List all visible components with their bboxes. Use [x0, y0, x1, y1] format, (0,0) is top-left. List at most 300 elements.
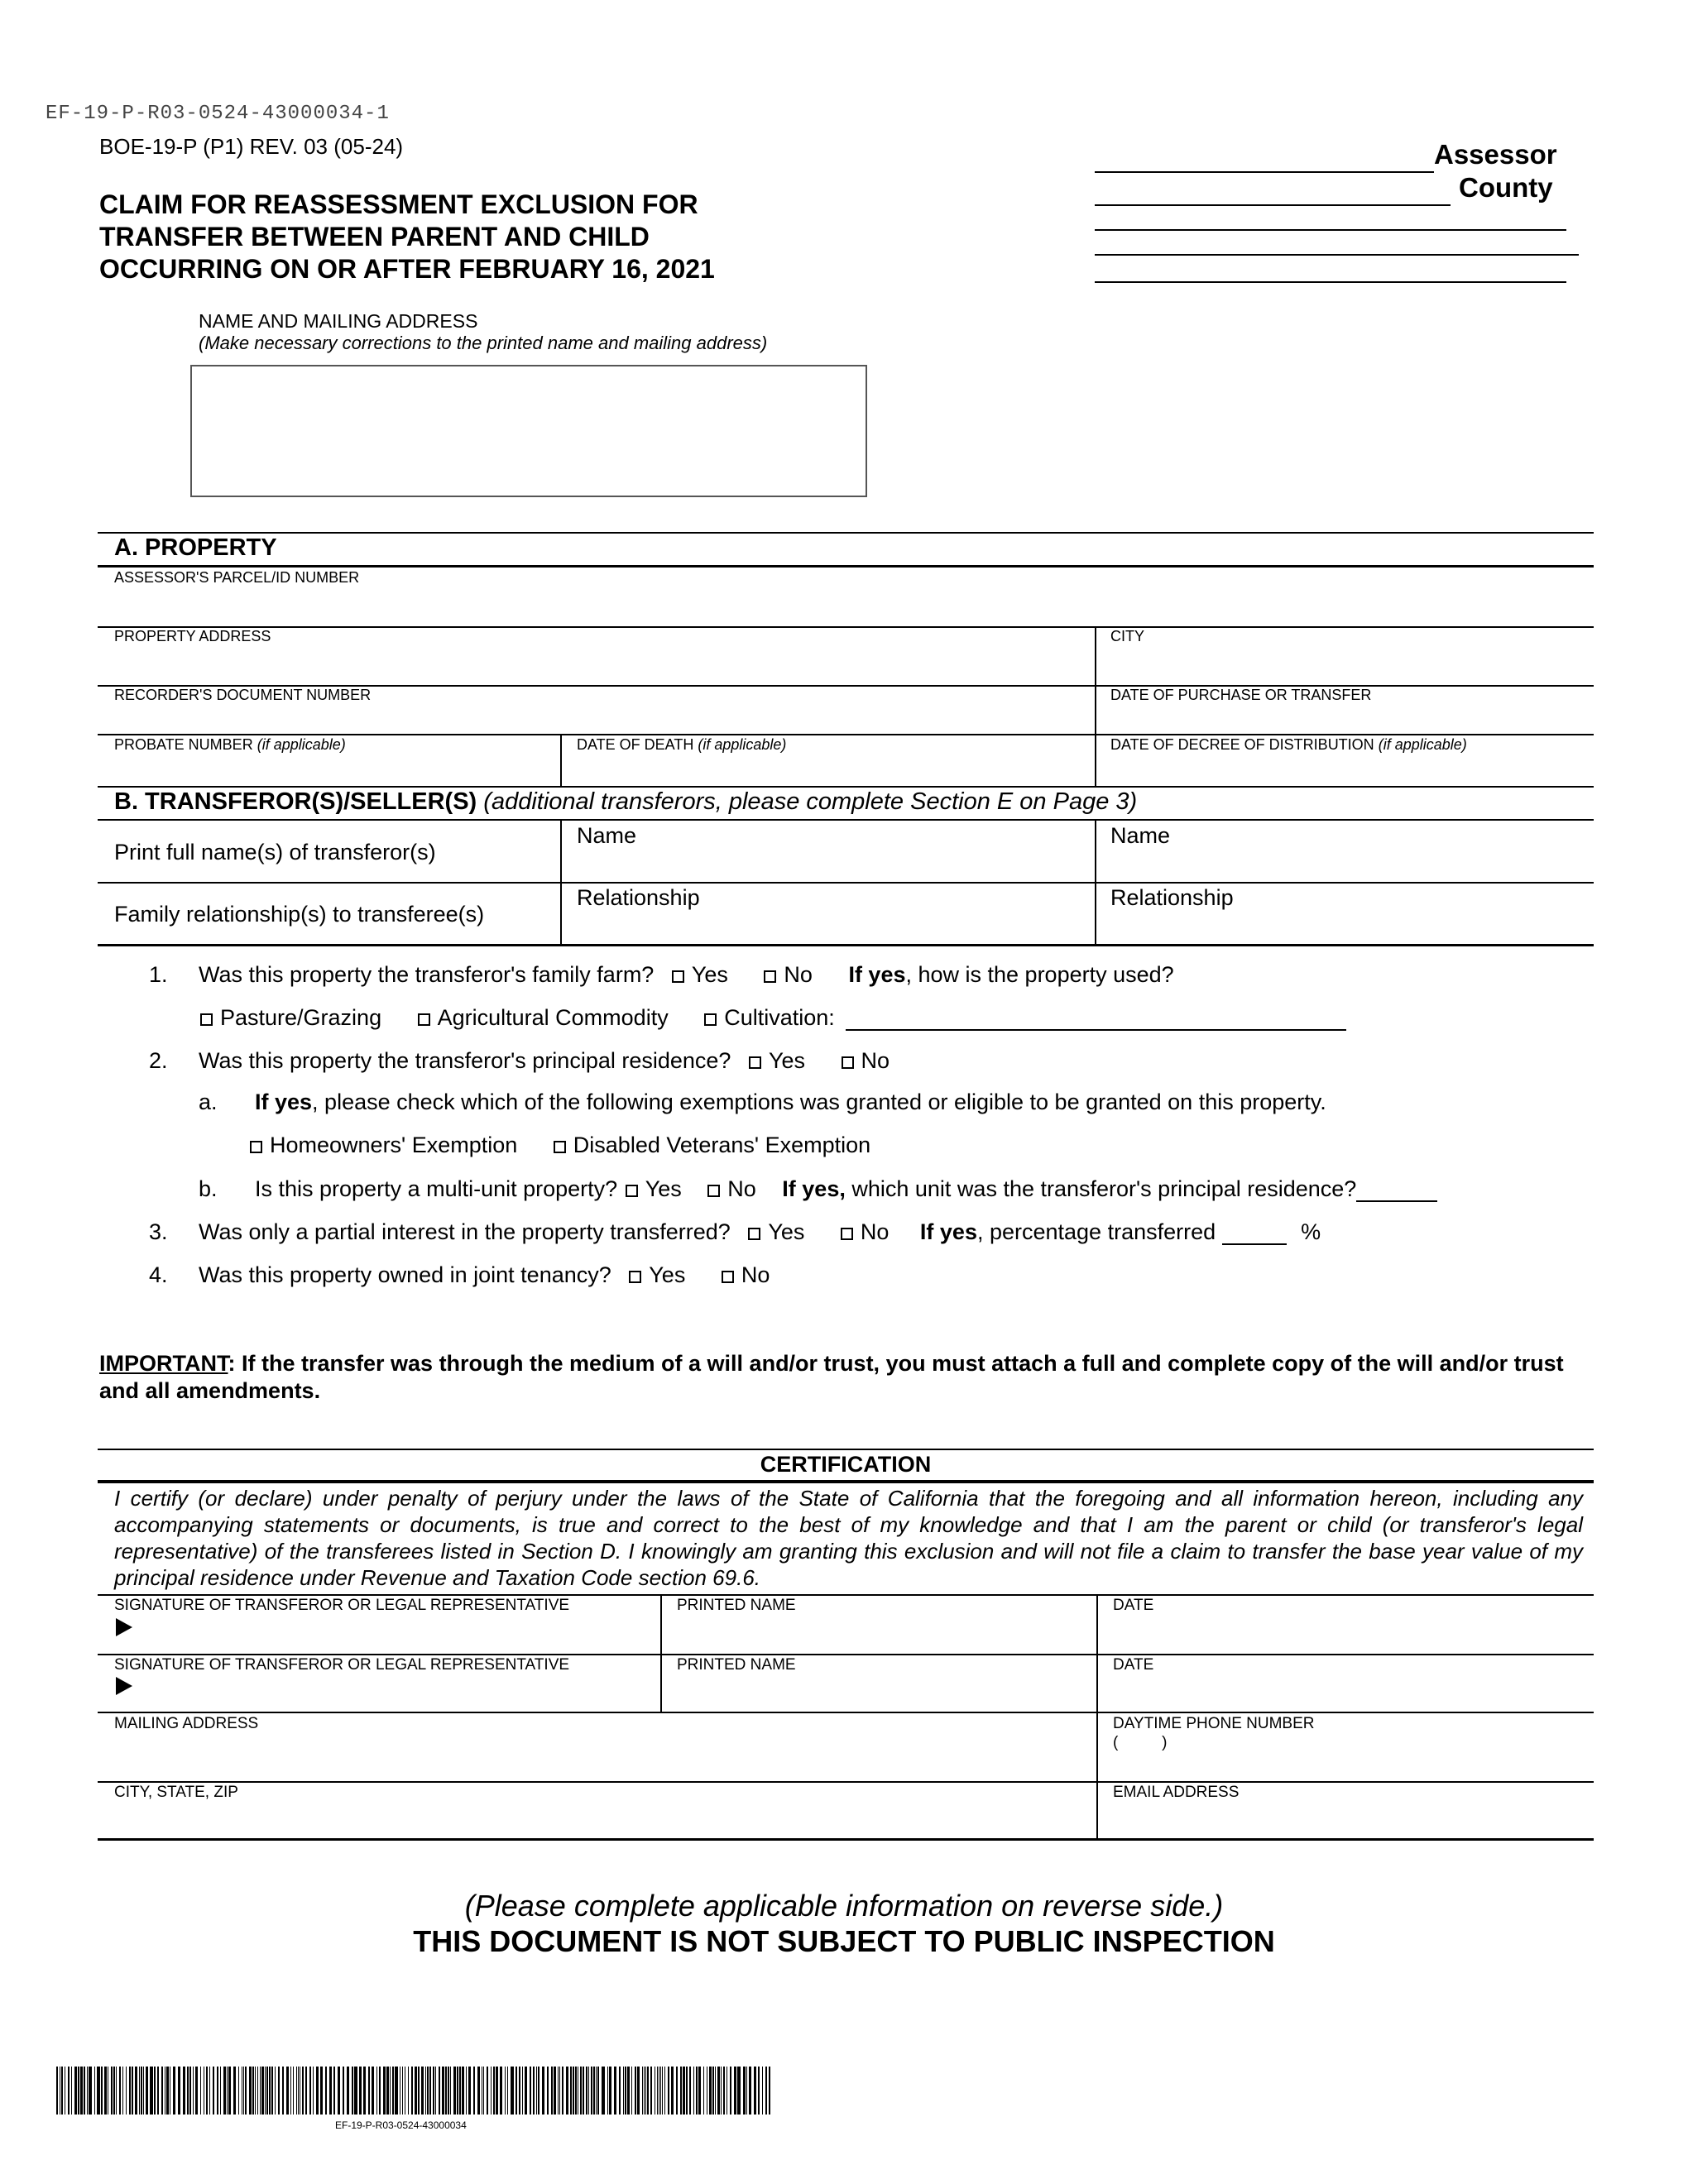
barcode-bar [309, 2067, 311, 2115]
printed-name-label-2: PRINTED NAME [677, 1656, 796, 1674]
col-divider-a2 [560, 734, 562, 786]
barcode-bar [723, 2067, 725, 2115]
q1-number: 1. [149, 962, 168, 987]
q1-pasture-checkbox[interactable] [200, 1013, 213, 1026]
barcode-bar [157, 2067, 159, 2115]
barcode-bar [583, 2067, 584, 2115]
barcode-bar [623, 2067, 624, 2115]
barcode-bar [141, 2067, 142, 2115]
barcode-bar [644, 2067, 645, 2115]
certification-text: I certify (or declare) under penalty of perjury under the laws of the State of California that the foregoing and all information hereon, including any accompanying statements or documents, is true and correct to the best of my knowledge and that I am the parent or child (or transferor's legal representative) of the transferees listed in Section D. I knowingly am granting this exclusion and will not file a claim to transfer the base year value of my principal residence under Revenue and Taxation Code section 69.6. [114, 1486, 1583, 1590]
rule-b3 [98, 944, 1594, 946]
barcode-bar [316, 2067, 319, 2115]
barcode-bar [696, 2067, 698, 2115]
q1-yes-label: Yes [691, 962, 728, 987]
barcode-bar [758, 2067, 760, 2115]
not-public-notice: THIS DOCUMENT IS NOT SUBJECT TO PUBLIC INSPECTION [413, 1924, 1275, 1958]
barcode-bar [233, 2067, 236, 2115]
assessor-field[interactable] [1095, 171, 1434, 173]
city-state-zip-field[interactable] [98, 1783, 1095, 1837]
q2a-veterans-checkbox[interactable] [554, 1141, 566, 1153]
barcode-bar [411, 2067, 413, 2115]
barcode-bar [104, 2067, 107, 2115]
section-b-note: (additional transferors, please complete Section E on Page 3) [483, 788, 1138, 815]
q2a-text: , please check which of the following exemptions was granted or eligible to be granted on this property. [312, 1090, 1326, 1114]
assessor-address-line-3[interactable] [1095, 281, 1566, 283]
barcode-bar [769, 2067, 770, 2115]
barcode-bar [680, 2067, 682, 2115]
barcode-bar [635, 2067, 636, 2115]
signature-label-2: SIGNATURE OF TRANSFEROR OR LEGAL REPRESENTATIVE [114, 1656, 570, 1674]
barcode-bar [462, 2067, 464, 2115]
barcode-bar [325, 2067, 327, 2115]
barcode-bar [439, 2067, 440, 2115]
death-date-field[interactable] [563, 754, 1092, 783]
q1-cultivation-checkbox[interactable] [704, 1013, 717, 1026]
barcode-bar [435, 2067, 436, 2115]
barcode-bar [249, 2067, 252, 2115]
recorder-doc-label: RECORDER'S DOCUMENT NUMBER [114, 687, 372, 703]
barcode-bar [591, 2067, 592, 2115]
barcode-bar [754, 2067, 756, 2115]
barcode-bar [686, 2067, 688, 2115]
barcode-bar [558, 2067, 559, 2115]
q2b-unit-field[interactable] [1356, 1177, 1437, 1202]
barcode-bar [178, 2067, 180, 2115]
q4-no-label: No [741, 1262, 770, 1287]
barcode-bar [645, 2067, 646, 2115]
barcode-bar [573, 2067, 574, 2115]
barcode-bar [293, 2067, 294, 2115]
printed-name-field-2[interactable] [662, 1655, 1094, 1712]
barcode-bar [593, 2067, 595, 2115]
purchase-date-field[interactable] [1096, 705, 1593, 731]
barcode-bar [278, 2067, 280, 2115]
question-1 [149, 962, 1174, 988]
barcode-bar [433, 2067, 434, 2115]
barcode-bar [392, 2067, 394, 2115]
printed-name-label-1: PRINTED NAME [677, 1597, 796, 1614]
barcode-bar [468, 2067, 471, 2115]
barcode-bar [408, 2067, 409, 2115]
barcode-bar [129, 2067, 131, 2115]
q2-no-label: No [861, 1048, 890, 1073]
barcode-bar [266, 2067, 268, 2115]
barcode-bar [61, 2067, 63, 2115]
q2b-text: Is this property a multi-unit property? [255, 1176, 618, 1201]
rule-a3 [98, 734, 1594, 735]
signature-label-1: SIGNATURE OF TRANSFEROR OR LEGAL REPRESENTATIVE [114, 1597, 570, 1614]
barcode-bar [200, 2067, 201, 2115]
barcode-bar [562, 2067, 563, 2115]
barcode-bar [290, 2067, 291, 2115]
city-label: CITY [1110, 628, 1145, 644]
relationship-label-1: Relationship [577, 885, 700, 910]
barcode-bar [363, 2067, 366, 2115]
q3-number: 3. [149, 1219, 168, 1244]
signature-field-1[interactable] [98, 1596, 659, 1652]
barcode-bar [496, 2067, 498, 2115]
barcode [56, 2067, 772, 2115]
mailing-address-field[interactable] [98, 1713, 1095, 1779]
barcode-bar [71, 2067, 72, 2115]
barcode-bar [195, 2067, 198, 2115]
question-2a-options [250, 1133, 870, 1158]
rule-a4 [98, 786, 1594, 788]
phone-paren: ( ) [1113, 1734, 1168, 1751]
cert-col-divider-2 [1096, 1594, 1098, 1838]
section-a-top-rule [98, 532, 1594, 534]
relationship-label-2: Relationship [1110, 885, 1234, 910]
transferor-name-field-2[interactable] [1096, 821, 1593, 880]
q3-no-label: No [860, 1219, 890, 1244]
barcode-bar [730, 2067, 731, 2115]
signature-field-2[interactable] [98, 1655, 659, 1712]
barcode-bar [338, 2067, 340, 2115]
barcode-bar [302, 2067, 304, 2115]
barcode-bar [286, 2067, 289, 2115]
date-field-1[interactable] [1098, 1596, 1593, 1652]
q1-pasture-label: Pasture/Grazing [220, 1005, 382, 1030]
q4-no-checkbox[interactable] [722, 1271, 734, 1283]
reverse-side-note: (Please complete applicable information on reverse side.) [464, 1889, 1224, 1923]
barcode-bar [588, 2067, 589, 2115]
barcode-bar [354, 2067, 357, 2115]
barcode-bar [533, 2067, 535, 2115]
q1-no-label: No [784, 962, 813, 987]
barcode-bar [220, 2067, 221, 2115]
assessor-address-line-1[interactable] [1095, 229, 1566, 231]
barcode-bar [642, 2067, 643, 2115]
q2a-number: a. [199, 1090, 218, 1114]
barcode-bar [664, 2067, 665, 2115]
q1-agricultural-checkbox[interactable] [418, 1013, 430, 1026]
barcode-bar [260, 2067, 261, 2115]
barcode-bar [275, 2067, 276, 2115]
barcode-bar [717, 2067, 720, 2115]
barcode-bar [333, 2067, 335, 2115]
barcode-bar [466, 2067, 467, 2115]
barcode-bar [597, 2067, 599, 2115]
purchase-date-label: DATE OF PURCHASE OR TRANSFER [1110, 687, 1372, 703]
barcode-bar [459, 2067, 461, 2115]
barcode-bar [507, 2067, 508, 2115]
q1-yes-checkbox[interactable] [672, 970, 684, 983]
barcode-bar [193, 2067, 194, 2115]
barcode-bar [448, 2067, 449, 2115]
barcode-bar [372, 2067, 374, 2115]
q3-yes-checkbox[interactable] [748, 1228, 760, 1240]
barcode-bar [161, 2067, 163, 2115]
barcode-bar [329, 2067, 332, 2115]
relationship-field-1[interactable] [563, 884, 1092, 943]
barcode-bar [637, 2067, 640, 2115]
date-label-2: DATE [1113, 1656, 1154, 1674]
certification-title: CERTIFICATION [760, 1452, 932, 1477]
q3-if-yes: If yes [919, 1219, 977, 1244]
barcode-bar [425, 2067, 426, 2115]
section-a-header-rule [98, 565, 1594, 568]
q2-yes-checkbox[interactable] [749, 1056, 761, 1069]
barcode-caption: EF-19-P-R03-0524-43000034 [335, 2119, 467, 2131]
mailing-address-label: MAILING ADDRESS [114, 1715, 259, 1732]
barcode-bar [554, 2067, 556, 2115]
barcode-bar [609, 2067, 611, 2115]
barcode-bar [68, 2067, 70, 2115]
mailing-label: NAME AND MAILING ADDRESS [199, 310, 478, 332]
mailing-address-box[interactable] [190, 365, 867, 497]
barcode-bar [122, 2067, 123, 2115]
assessor-address-line-2[interactable] [1095, 254, 1579, 256]
probate-note: (if applicable) [257, 736, 346, 753]
relationship-field-2[interactable] [1096, 884, 1593, 943]
barcode-bar [223, 2067, 226, 2115]
barcode-bar [189, 2067, 191, 2115]
barcode-bar [402, 2067, 403, 2115]
printed-name-field-1[interactable] [662, 1596, 1094, 1652]
barcode-bar [238, 2067, 239, 2115]
assessor-label: Assessor [1434, 139, 1557, 170]
barcode-bar [715, 2067, 716, 2115]
decree-date-note: (if applicable) [1378, 736, 1467, 753]
barcode-bar [530, 2067, 531, 2115]
barcode-bar [56, 2067, 58, 2115]
county-field[interactable] [1095, 204, 1451, 206]
barcode-bar [743, 2067, 746, 2115]
recorder-doc-field[interactable] [98, 705, 1091, 731]
q2a-veterans-label: Disabled Veterans' Exemption [573, 1133, 871, 1157]
date-field-2[interactable] [1098, 1655, 1593, 1712]
q2b-followup: which unit was the transferor's principal residence? [851, 1176, 1357, 1201]
barcode-bar [296, 2067, 297, 2115]
barcode-bar [94, 2067, 95, 2115]
barcode-bar [457, 2067, 458, 2115]
barcode-bar [146, 2067, 148, 2115]
barcode-bar [516, 2067, 517, 2115]
barcode-bar [662, 2067, 663, 2115]
q3-yes-label: Yes [768, 1219, 805, 1244]
title-line-3: OCCURRING ON OR AFTER FEBRUARY 16, 2021 [99, 254, 715, 284]
barcode-bar [217, 2067, 218, 2115]
barcode-bar [762, 2067, 763, 2115]
barcode-bar [126, 2067, 127, 2115]
probate-label-text: PROBATE NUMBER [114, 736, 253, 753]
parcel-field[interactable] [98, 587, 1594, 625]
barcode-bar [559, 2067, 560, 2115]
barcode-bar [383, 2067, 386, 2115]
rule-a1 [98, 626, 1594, 628]
barcode-bar [209, 2067, 210, 2115]
q2b-yes-label: Yes [645, 1176, 682, 1201]
barcode-bar [187, 2067, 189, 2115]
barcode-bar [712, 2067, 714, 2115]
barcode-bar [376, 2067, 377, 2115]
barcode-bar [119, 2067, 121, 2115]
form-code: EF-19-P-R03-0524-43000034-1 [46, 103, 390, 125]
q3-no-checkbox[interactable] [841, 1228, 853, 1240]
q2a-homeowners-checkbox[interactable] [250, 1141, 262, 1153]
barcode-bar [87, 2067, 88, 2115]
col-divider-b1 [560, 819, 562, 944]
q3-percent-sign: % [1301, 1219, 1321, 1244]
barcode-bar [243, 2067, 244, 2115]
barcode-bar [135, 2067, 137, 2115]
q1-followup: , how is the property used? [905, 962, 1174, 987]
property-address-label: PROPERTY ADDRESS [114, 628, 271, 644]
question-2b [199, 1176, 1437, 1202]
q1-cultivation-field[interactable] [846, 1006, 1346, 1031]
question-4 [149, 1262, 770, 1288]
barcode-bar [245, 2067, 247, 2115]
barcode-bar [113, 2067, 115, 2115]
barcode-bar [668, 2067, 669, 2115]
barcode-bar [536, 2067, 537, 2115]
barcode-bar [650, 2067, 652, 2115]
barcode-bar [542, 2067, 544, 2115]
barcode-bar [227, 2067, 228, 2115]
barcode-bar [111, 2067, 113, 2115]
barcode-bar [261, 2067, 264, 2115]
barcode-bar [132, 2067, 133, 2115]
barcode-bar [619, 2067, 621, 2115]
barcode-bar [84, 2067, 85, 2115]
date-label-1: DATE [1113, 1597, 1154, 1614]
barcode-bar [183, 2067, 185, 2115]
barcode-bar [445, 2067, 447, 2115]
q3-percentage-field[interactable] [1222, 1220, 1287, 1245]
barcode-bar [749, 2067, 751, 2115]
section-b-title [114, 788, 1137, 816]
barcode-bar [671, 2067, 674, 2115]
barcode-bar [352, 2067, 353, 2115]
question-2a [199, 1090, 1326, 1115]
transferor-name-field-1[interactable] [563, 821, 1092, 880]
q4-text: Was this property owned in joint tenancy? [199, 1262, 611, 1287]
cert-top-rule [98, 1449, 1594, 1450]
county-label: County [1459, 172, 1553, 203]
barcode-bar [450, 2067, 451, 2115]
decree-date-label [1110, 736, 1467, 754]
q2-no-checkbox[interactable] [842, 1056, 854, 1069]
transferor-name-label-1: Name [577, 823, 637, 848]
barcode-bar [415, 2067, 417, 2115]
decree-date-field[interactable] [1096, 754, 1593, 783]
barcode-bar [491, 2067, 492, 2115]
q2b-number: b. [199, 1176, 218, 1201]
barcode-bar [282, 2067, 284, 2115]
family-rel-label: Family relationship(s) to transferee(s) [114, 902, 485, 927]
q2b-no-checkbox[interactable] [707, 1185, 720, 1197]
barcode-bar [575, 2067, 577, 2115]
phone-field[interactable] [1098, 1713, 1593, 1779]
col-divider-a1 [1095, 626, 1096, 786]
barcode-bar [320, 2067, 323, 2115]
city-field[interactable] [1096, 645, 1593, 682]
barcode-bar [173, 2067, 175, 2115]
probate-field[interactable] [98, 754, 557, 783]
barcode-bar [765, 2067, 767, 2115]
q3-text: Was only a partial interest in the property transferred? [199, 1219, 731, 1244]
barcode-bar [631, 2067, 632, 2115]
barcode-bar [473, 2067, 475, 2115]
barcode-bar [493, 2067, 495, 2115]
barcode-graphic [56, 2067, 772, 2115]
barcode-bar [709, 2067, 712, 2115]
barcode-bar [660, 2067, 661, 2115]
barcode-bar [596, 2067, 597, 2115]
email-label: EMAIL ADDRESS [1113, 1784, 1240, 1801]
q2-yes-label: Yes [768, 1048, 806, 1073]
q1-text: Was this property the transferor's family farm? [199, 962, 655, 987]
q2b-no-label: No [727, 1176, 756, 1201]
death-date-note: (if applicable) [698, 736, 787, 753]
q3-followup: , percentage transferred [976, 1219, 1216, 1244]
q2a-if-yes: If yes [255, 1090, 313, 1114]
barcode-bar [737, 2067, 741, 2115]
barcode-bar [453, 2067, 456, 2115]
q1-no-checkbox[interactable] [764, 970, 776, 983]
form-title [99, 189, 715, 285]
barcode-bar [143, 2067, 144, 2115]
barcode-bar [116, 2067, 117, 2115]
parcel-label: ASSESSOR'S PARCEL/ID NUMBER [114, 569, 360, 586]
print-names-label: Print full name(s) of transferor(s) [114, 840, 436, 864]
barcode-bar [500, 2067, 502, 2115]
q1-if-yes: If yes [848, 962, 906, 987]
barcode-bar [693, 2067, 694, 2115]
barcode-bar [580, 2067, 582, 2115]
section-b-title-text: B. TRANSFEROR(S)/SELLER(S) [114, 788, 477, 815]
q2-text: Was this property the transferor's principal residence? [199, 1048, 731, 1073]
q2b-yes-checkbox[interactable] [626, 1185, 638, 1197]
barcode-bar [519, 2067, 520, 2115]
q2a-homeowners-label: Homeowners' Exemption [270, 1133, 518, 1157]
q4-yes-label: Yes [649, 1262, 686, 1287]
barcode-bar [442, 2067, 444, 2115]
important-text: : If the transfer was through the medium of a will and/or trust, you must attach a full and complete copy of the will and/or trust and all amendments. [99, 1351, 1564, 1403]
barcode-bar [427, 2067, 429, 2115]
barcode-bar [252, 2067, 254, 2115]
q4-yes-checkbox[interactable] [629, 1271, 641, 1283]
barcode-bar [386, 2067, 389, 2115]
form-revision: BOE-19-P (P1) REV. 03 (05-24) [99, 134, 404, 159]
question-1-options [200, 1005, 1346, 1031]
barcode-bar [255, 2067, 256, 2115]
barcode-bar [213, 2067, 214, 2115]
barcode-bar [625, 2067, 626, 2115]
barcode-bar [343, 2067, 344, 2115]
barcode-bar [78, 2067, 79, 2115]
barcode-bar [505, 2067, 506, 2115]
cert-header-rule [98, 1480, 1594, 1483]
important-label: IMPORTANT [99, 1351, 228, 1376]
barcode-bar [305, 2067, 307, 2115]
barcode-bar [586, 2067, 587, 2115]
barcode-bar [522, 2067, 523, 2115]
transferor-name-label-2: Name [1110, 823, 1171, 848]
email-field[interactable] [1098, 1783, 1593, 1837]
barcode-bar [607, 2067, 608, 2115]
barcode-bar [313, 2067, 314, 2115]
barcode-bar [139, 2067, 140, 2115]
barcode-bar [166, 2067, 169, 2115]
barcode-bar [395, 2067, 398, 2115]
question-3 [149, 1219, 1321, 1245]
property-address-field[interactable] [98, 645, 1091, 682]
barcode-bar [703, 2067, 704, 2115]
barcode-bar [647, 2067, 649, 2115]
barcode-bar [228, 2067, 231, 2115]
